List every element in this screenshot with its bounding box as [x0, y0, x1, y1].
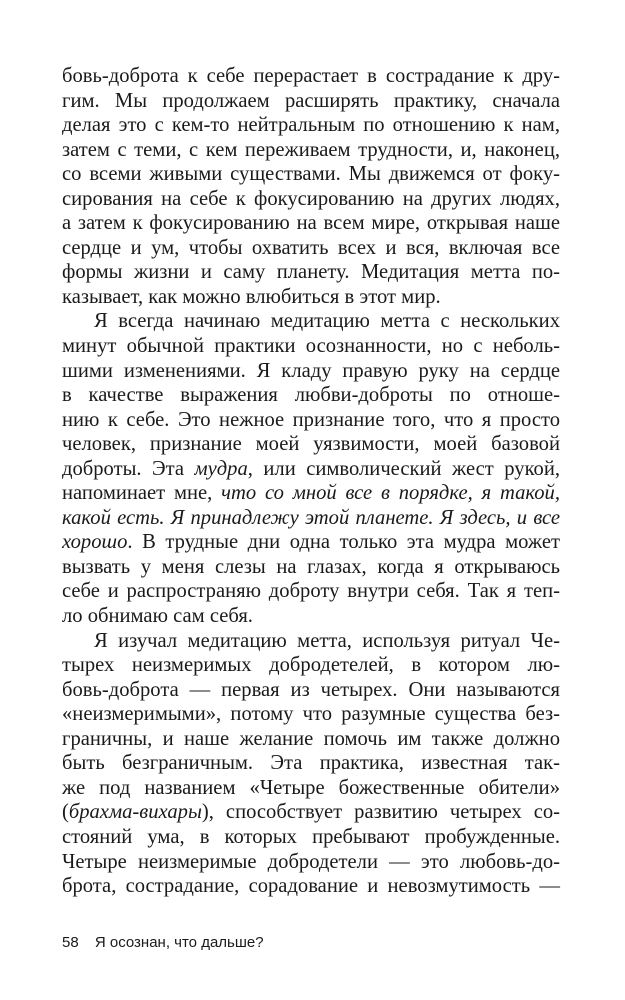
text-line [62, 64, 560, 89]
text-segment: бовь-доброта — первая из четырех. Они называются [62, 678, 560, 701]
italic-text: брахма-вихары [68, 801, 202, 824]
text-line [62, 236, 560, 261]
text-segment: казывает, как можно влюбиться в этот мир. [62, 285, 441, 308]
text-line [62, 383, 560, 408]
text-line [62, 579, 560, 604]
text-line [62, 211, 560, 236]
text-line [62, 89, 560, 114]
italic-text: какой есть. Я принадлежу этой планете. Я здесь, и все [62, 506, 560, 529]
text-segment: бовь-доброта к себе перерастает в сострадание к дру- [62, 65, 560, 87]
text-segment: сирования на себе к фокусированию на других людях, [62, 187, 560, 210]
text-line [62, 629, 560, 654]
text-segment: себе и распространяю доброту внутри себя. Так я теп- [62, 580, 560, 603]
text-line [62, 408, 560, 433]
text-segment: в качестве выражения любви-доброты по отноше- [62, 384, 560, 407]
text-line [62, 285, 560, 310]
text-segment: формы жизни и саму планету. Медитация метта по- [62, 261, 560, 284]
text-segment: вызвать у меня слезы на глазах, когда я открываюсь [62, 555, 560, 578]
text-line [62, 309, 560, 334]
text-line [62, 138, 560, 163]
text-segment: нию к себе. Это нежное признание того, что я просто [62, 408, 560, 431]
text-segment: делая это с кем-то нейтральным по отношению к нам, [62, 114, 560, 137]
text-segment: . В трудные дни одна только эта мудра может [127, 531, 560, 554]
text-segment: ), способствует развитию четырех со- [201, 801, 560, 824]
text-line [62, 113, 560, 138]
text-segment: человек, признание моей уязвимости, моей базовой [62, 433, 560, 456]
text-line [62, 850, 560, 875]
text-line [62, 727, 560, 752]
text-segment: ( [62, 801, 69, 824]
text-line [62, 432, 560, 457]
italic-text: хорошо [62, 531, 128, 554]
body-text [62, 64, 560, 899]
text-segment: граничны, и наше желание помочь им также должно [62, 727, 560, 750]
text-segment: , или символический жест рукой, [247, 457, 560, 480]
text-segment: же под названием «Четыре божественные обители» [62, 776, 560, 799]
text-line [62, 555, 560, 580]
text-segment: Я изучал медитацию метта, используя ритуал Че- [94, 629, 560, 652]
text-segment: тырех неизмеримых добродетелей, в котором лю- [62, 654, 560, 677]
text-line [62, 776, 560, 801]
running-title: Я осознан, что дальше? [94, 934, 264, 951]
text-segment: Я всегда начинаю медитацию метта с нескольких [94, 310, 560, 333]
text-line [62, 334, 560, 359]
text-segment: гим. Мы продолжаем расширять практику, сначала [62, 89, 560, 112]
text-line [62, 751, 560, 776]
text-segment: со всеми живыми существами. Мы движемся от фоку- [62, 163, 560, 186]
text-segment: брота, сострадание, сорадование и невозмутимость — [62, 875, 560, 898]
text-segment: напоминает мне, [62, 482, 222, 505]
page-number: 58 [62, 934, 79, 951]
text-segment: Четыре неизмеримые добродетели — это любовь-до- [62, 850, 560, 873]
text-line [62, 162, 560, 187]
text-line [62, 457, 560, 482]
text-segment: сердце и ум, чтобы охватить всех и вся, включая все [62, 236, 560, 259]
text-line [62, 825, 560, 850]
text-segment: шими изменениями. Я кладу правую руку на сердце [62, 359, 560, 382]
text-segment: минут обычной практики осознанности, но с неболь- [62, 335, 560, 358]
text-line [62, 604, 560, 629]
text-line [62, 187, 560, 212]
page-footer [62, 934, 264, 951]
italic-text: что со мной все в порядке, я такой, [221, 482, 560, 505]
text-line [62, 359, 560, 384]
text-segment: затем с теми, с кем переживаем трудности, и, наконец, [62, 138, 560, 161]
text-line [62, 260, 560, 285]
text-line [62, 800, 560, 825]
text-segment: а затем к фокусированию на всем мире, открывая наше [62, 212, 560, 235]
text-segment: «неизмеримыми», потому что разумные существа без- [62, 703, 560, 726]
italic-text: мудра [194, 457, 248, 480]
text-line [62, 678, 560, 703]
text-segment: быть безграничным. Эта практика, известная так- [62, 752, 560, 775]
text-line [62, 481, 560, 506]
text-line [62, 530, 560, 555]
text-line [62, 874, 560, 899]
text-line [62, 506, 560, 531]
text-segment: стояний ума, в которых пребывают пробужденные. [62, 825, 560, 848]
text-segment: доброты. Эта [62, 457, 195, 480]
text-line [62, 653, 560, 678]
text-segment: ло обнимаю сам себя. [62, 605, 253, 628]
text-line [62, 702, 560, 727]
